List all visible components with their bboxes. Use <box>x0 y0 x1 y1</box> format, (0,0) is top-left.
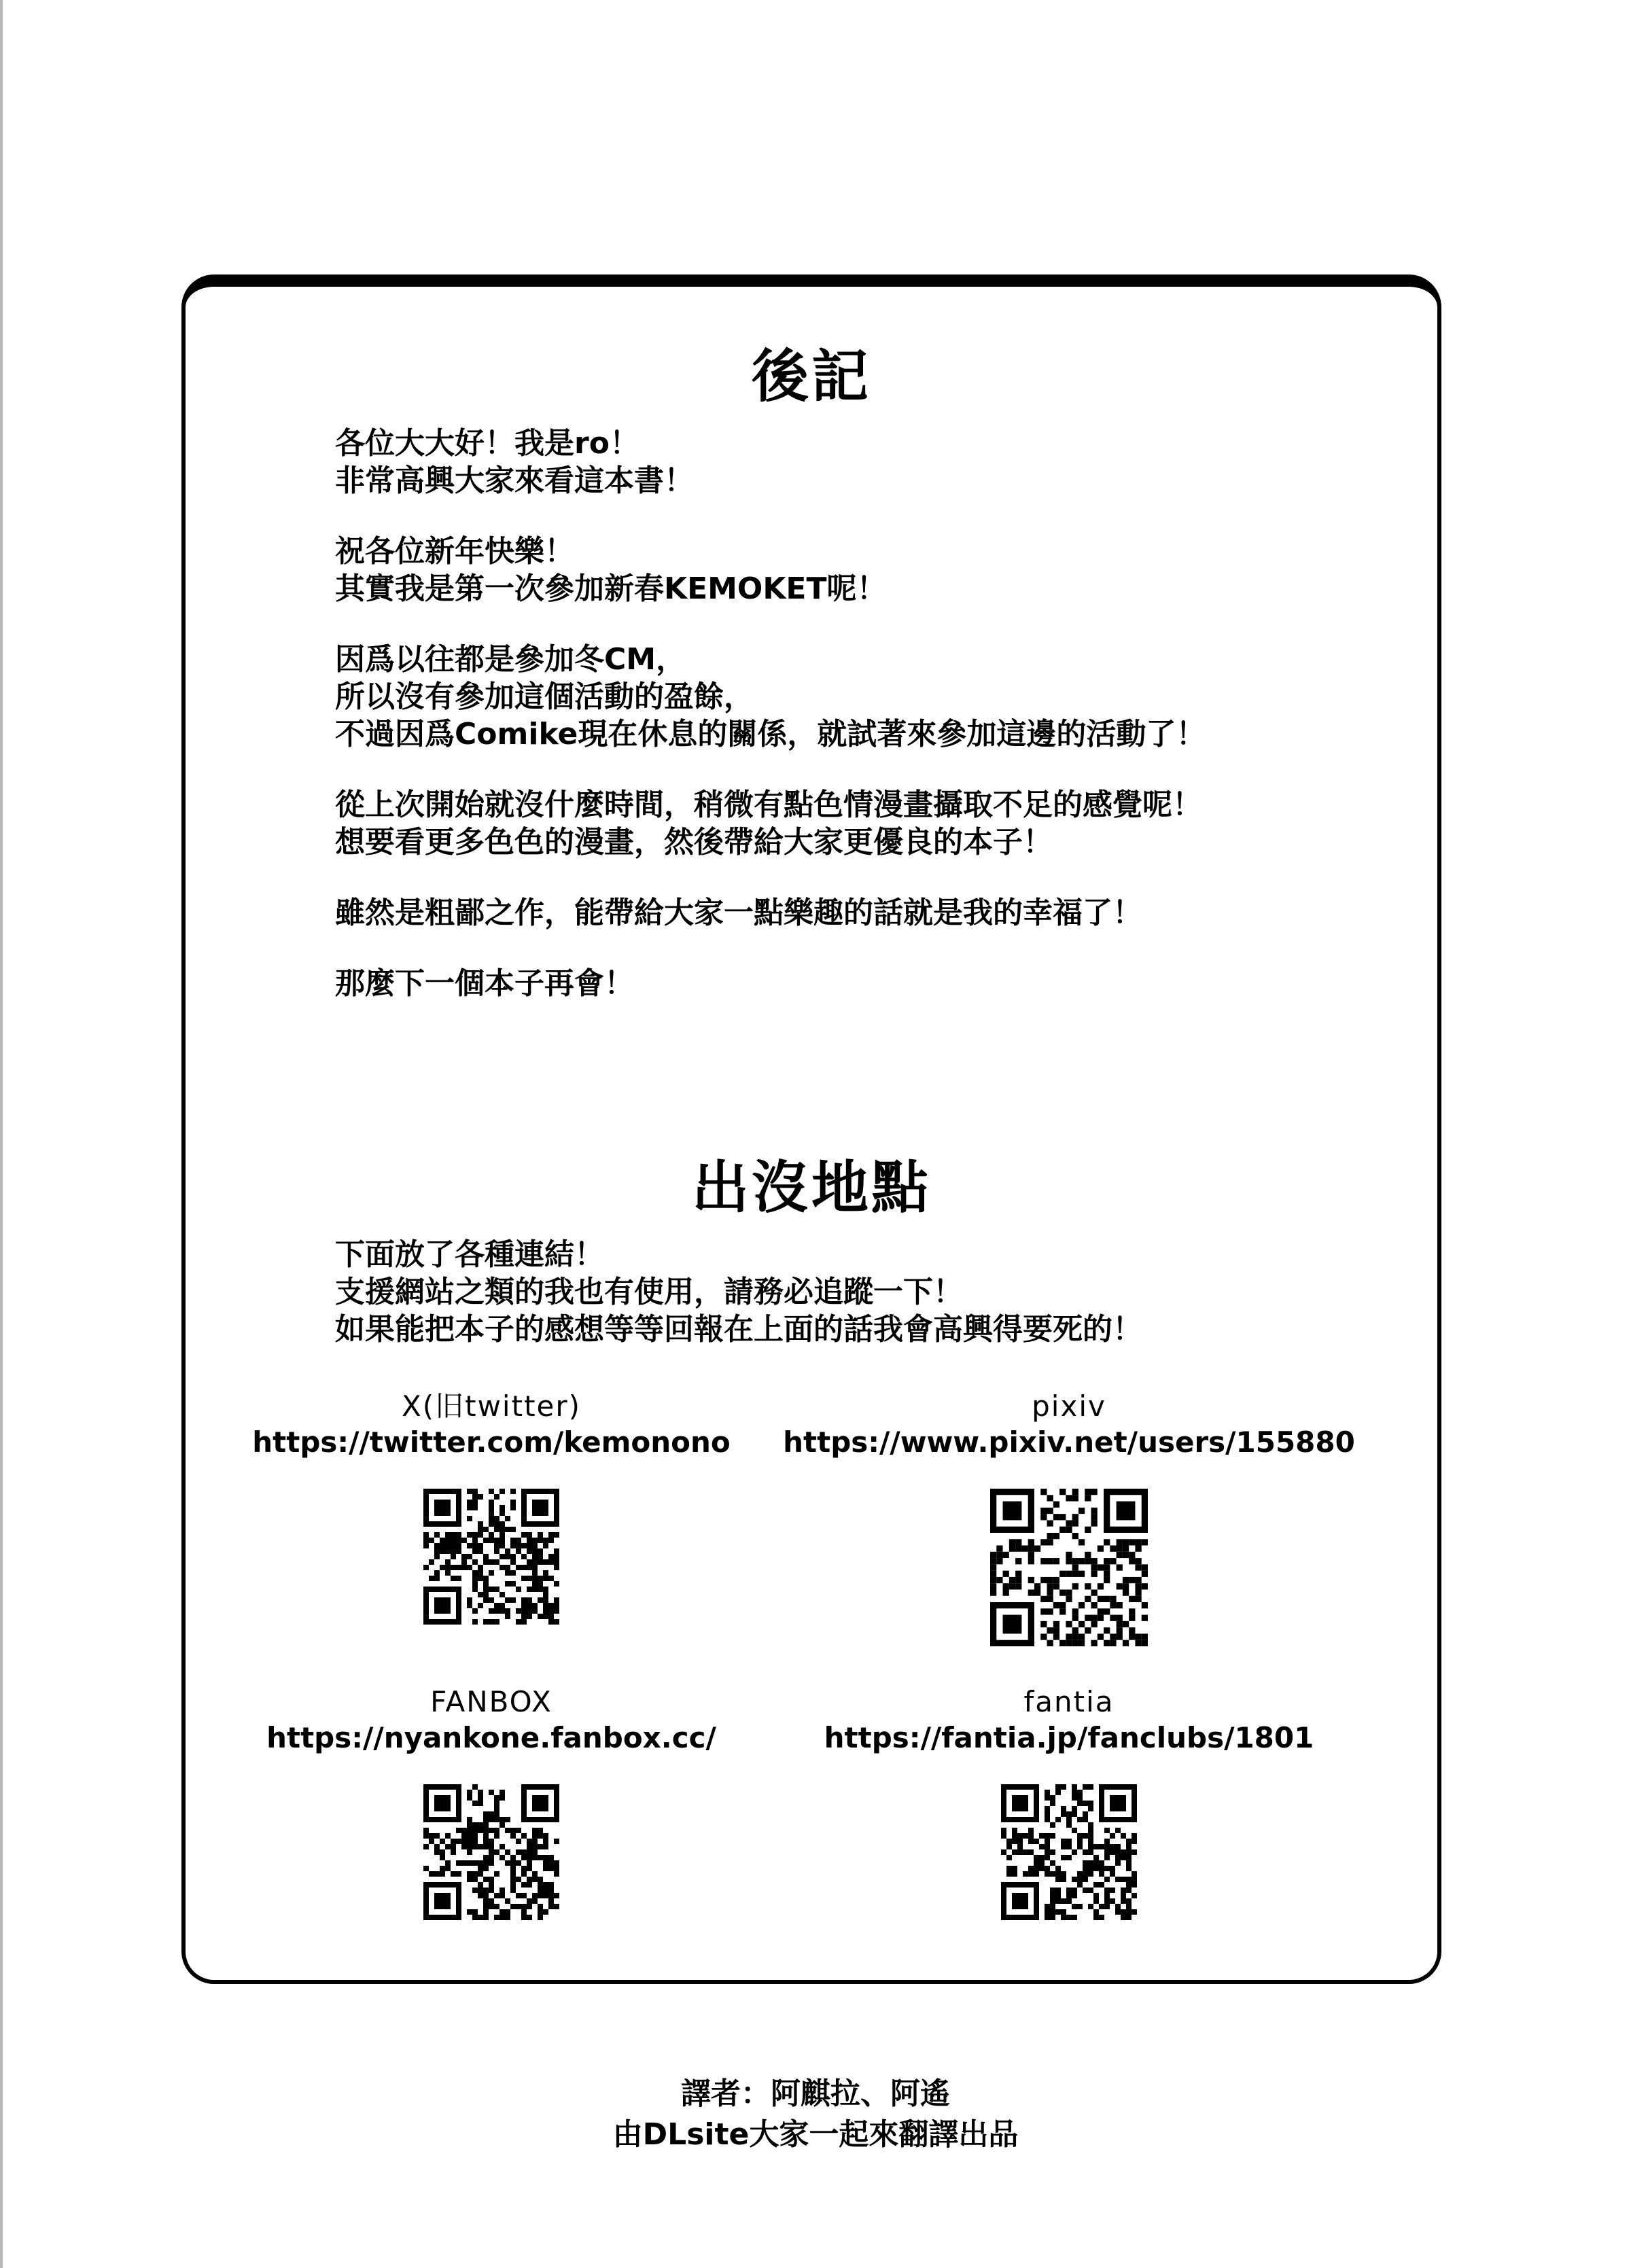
translator-credit: 譯者：阿麒拉、阿遙 <box>681 2076 950 2111</box>
text-line: 想要看更多色色的漫畫，然後帶給大家更優良的本子！ <box>335 825 1053 860</box>
text-line: 非常高興大家來看這本書！ <box>335 463 694 498</box>
afterword-panel <box>181 274 1441 1984</box>
text-line: 祝各位新年快樂！ <box>335 534 574 569</box>
text-line: 那麼下一個本子再會！ <box>335 966 634 1001</box>
site-name: FANBOX <box>430 1685 553 1718</box>
text-line: 雖然是粗鄙之作，能帶給大家一點樂趣的話就是我的幸福了！ <box>335 896 1142 930</box>
site-url[interactable]: https://www.pixiv.net/users/155880 <box>783 1425 1355 1459</box>
link-fanbox <box>186 1685 797 1920</box>
afterword-body <box>335 425 1206 1035</box>
text-line: 不過因爲Comike現在休息的關係，就試著來參加這邊的活動了！ <box>335 717 1206 751</box>
page-edge <box>0 0 3 2268</box>
paragraph <box>335 786 1206 861</box>
qr-code-icon[interactable] <box>423 1489 559 1625</box>
links-title: 出沒地點 <box>691 1154 931 1221</box>
paragraph <box>335 533 1206 607</box>
text-line: 如果能把本子的感想等等回報在上面的話我會高興得要死的！ <box>335 1312 1142 1347</box>
paragraph <box>335 425 1206 499</box>
site-url[interactable]: https://nyankone.fanbox.cc/ <box>266 1721 716 1754</box>
text-line: 支援網站之類的我也有使用，請務必追蹤一下！ <box>335 1275 963 1309</box>
link-fantia <box>763 1685 1375 1920</box>
group-credit: 由DLsite大家一起來翻譯出品 <box>612 2117 1019 2152</box>
text-line: 因爲以往都是參加冬CM， <box>335 642 686 677</box>
links-intro <box>335 1236 1142 1348</box>
text-line: 從上次開始就沒什麼時間，稍微有點色情漫畫攝取不足的感覺呢！ <box>335 787 1202 822</box>
link-pixiv <box>763 1389 1375 1646</box>
qr-code-icon[interactable] <box>423 1784 559 1920</box>
text-line: 其實我是第一次參加新春KEMOKET呢！ <box>335 571 887 606</box>
site-url[interactable]: https://twitter.com/kemonono <box>252 1425 731 1459</box>
paragraph <box>335 894 1206 932</box>
link-x-twitter <box>186 1389 797 1625</box>
site-name: X(旧twitter) <box>401 1389 582 1423</box>
qr-code-icon[interactable] <box>1001 1784 1137 1920</box>
text-line: 所以沒有參加這個活動的盈餘， <box>335 679 754 714</box>
site-name: pixiv <box>1032 1389 1106 1423</box>
site-name: fantia <box>1023 1685 1115 1718</box>
paragraph <box>335 641 1206 753</box>
credits <box>0 2074 1631 2155</box>
text-line: 各位大大好！我是ro！ <box>335 426 639 461</box>
site-url[interactable]: https://fantia.jp/fanclubs/1801 <box>824 1721 1314 1754</box>
paragraph <box>335 965 1206 1002</box>
qr-code-icon[interactable] <box>990 1489 1148 1646</box>
afterword-title: 後記 <box>751 343 871 410</box>
text-line: 下面放了各種連結！ <box>335 1237 604 1272</box>
